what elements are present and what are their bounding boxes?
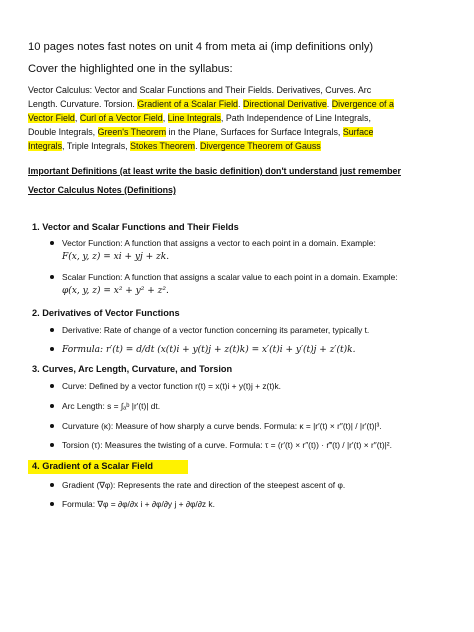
section-4-bullet-2: Formula: ∇φ = ∂φ/∂x i + ∂φ/∂y j + ∂φ/∂z k. [62,499,215,509]
important-definitions-heading: Important Definitions (at least write the basic definition) don't understand just remember [28,166,401,176]
bullet-icon [50,328,54,332]
highlight-greens-theorem: Green's Theorem [97,127,167,137]
header-line-1: 10 pages notes fast notes on unit 4 from meta ai (imp definitions only) [28,41,374,53]
syllabus-line-2: Length. Curvature. Torsion. Gradient of a Scalar Field. Directional Derivative. Divergence of a [28,99,394,109]
highlight-directional-derivative: Directional Derivative [242,99,327,109]
syllabus-line-4: Double Integrals, Green's Theorem in the Plane, Surfaces for Surface Integrals, Surface [28,127,374,137]
highlight-surface: Surface [342,127,374,137]
section-4-title: 4. Gradient of a Scalar Field [32,461,154,471]
section-3-bullet-2: Arc Length: s = ∫ₐᵇ |r′(t)| dt. [62,401,160,411]
bullet-icon [50,424,54,428]
highlight-divergence: Divergence of a [331,99,394,109]
bullet-icon [50,347,54,351]
section-1-bullet-1: Vector Function: A function that assigns a vector to each point in a domain. Example: [62,238,376,248]
section-3-bullet-1: Curve: Defined by a vector function r(t) = x(t)i + y(t)j + z(t)k. [62,381,281,391]
bullet-icon [50,483,54,487]
syllabus-line-3: Vector Field, Curl of a Vector Field, Line Integrals, Path Independence of Line Integrals, [28,113,371,123]
section-4-bullet-1: Gradient (∇φ): Represents the rate and direction of the steepest ascent of φ. [62,480,345,490]
highlight-stokes: Stokes Theorem [130,141,196,151]
section-2-title: 2. Derivatives of Vector Functions [32,308,180,318]
syllabus-line-5: Integrals, Triple Integrals, Stokes Theorem. Divergence Theorem of Gauss [28,141,321,151]
section-2-bullet-1: Derivative: Rate of change of a vector function concerning its parameter, typically t. [62,325,369,335]
bullet-icon [50,241,54,245]
notes-title: Vector Calculus Notes (Definitions) [28,185,176,195]
syllabus-line-1: Vector Calculus: Vector and Scalar Functions and Their Fields. Derivatives, Curves. Arc [28,85,372,95]
highlight-curl: Curl of a Vector Field [79,113,163,123]
section-2-bullet-2: Formula: r′(t) = d/dt (x(t)i + y(t)j + z(t)k) = x′(t)i + y′(t)j + z′(t)k. [62,344,355,355]
bullet-icon [50,404,54,408]
bullet-icon [50,275,54,279]
highlight-line-integrals: Line Integrals [167,113,221,123]
bullet-icon [50,443,54,447]
section-3-bullet-4: Torsion (τ): Measures the twisting of a curve. Formula: τ = (r′(t) × r″(t)) · r‴(t) / |r′(t) × r″(t)|². [62,440,392,450]
bullet-icon [50,384,54,388]
bullet-icon [50,502,54,506]
section-3-bullet-3: Curvature (κ): Measure of how sharply a curve bends. Formula: κ = |r′(t) × r″(t)| / |r′(t)|³. [62,421,382,431]
section-3-title: 3. Curves, Arc Length, Curvature, and Torsion [32,364,233,374]
section-1-bullet-2: Scalar Function: A function that assigns a scalar value to each point in a domain. Example: [62,272,398,282]
header-line-2: Cover the highlighted one in the syllabus: [28,63,233,75]
section-1-title: 1. Vector and Scalar Functions and Their Fields [32,222,239,232]
section-1-bullet-2-formula: φ(x, y, z) = x² + y² + z². [62,286,169,296]
highlight-gradient: Gradient of a Scalar Field [137,99,238,109]
highlight-divergence-theorem: Divergence Theorem of Gauss [200,141,321,151]
section-1-bullet-1-formula: F(x, y, z) = xi + yj + zk. [62,252,170,262]
